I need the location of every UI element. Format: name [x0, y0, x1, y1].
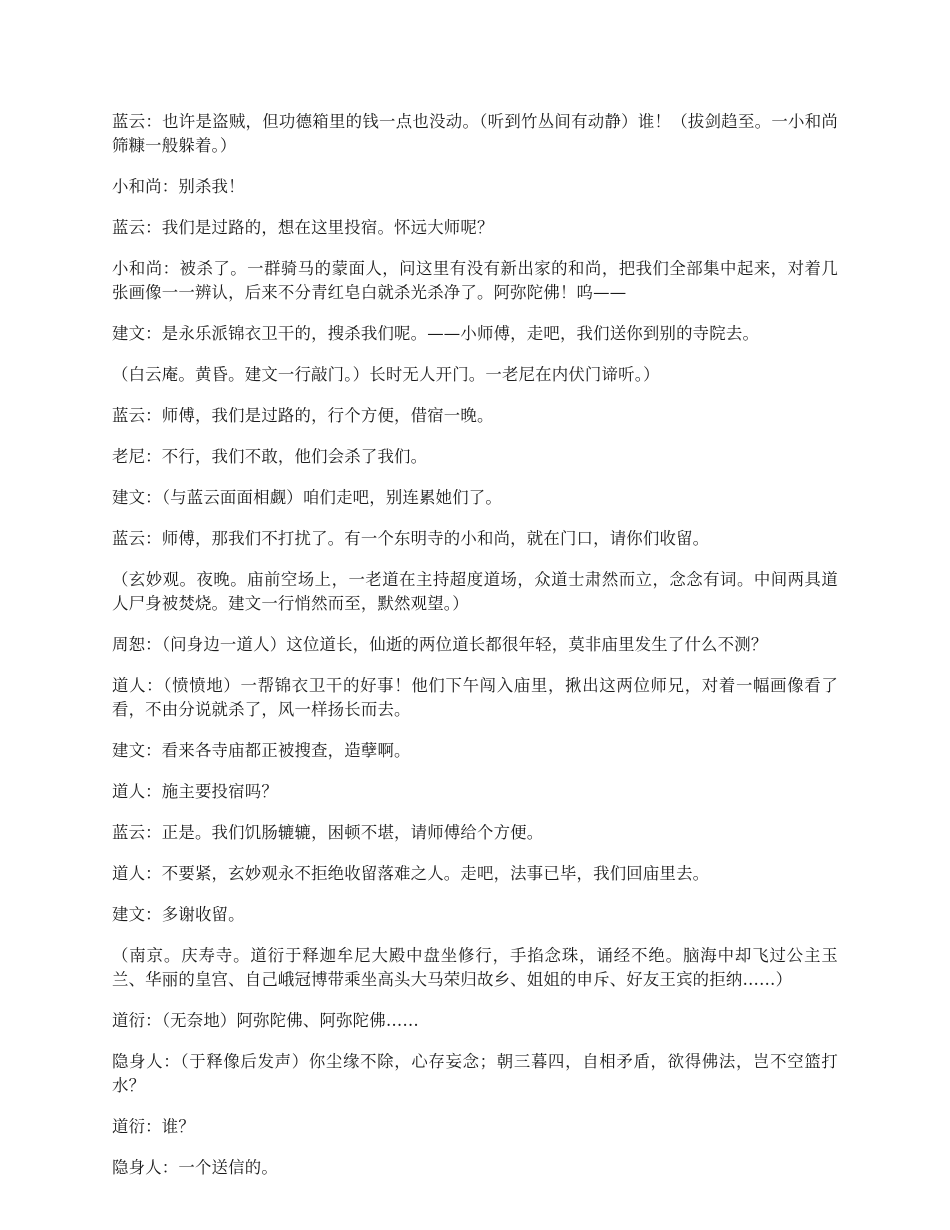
- dialogue-line: 蓝云：我们是过路的，想在这里投宿。怀远大师呢？: [112, 218, 494, 237]
- dialogue-line: 隐身人：（于释像后发声）你尘缘不除，心存妄念；朝三暮四，自相矛盾，欲得佛法，岂不空篮打水？: [112, 1052, 838, 1095]
- dialogue-line: 道人：施主要投宿吗？: [112, 782, 278, 801]
- dialogue-line: 建文：看来各寺庙都正被搜查，造孽啊。: [112, 741, 411, 760]
- stage-direction: （白云庵。黄昏。建文一行敲门。）长时无人开门。一老尼在内伏门谛听。）: [112, 365, 660, 384]
- dialogue-line: 建文：多谢收留。: [112, 905, 245, 924]
- dialogue-line: 小和尚：别杀我！: [112, 177, 245, 196]
- dialogue-line: 隐身人：一个送信的。: [112, 1158, 278, 1177]
- dialogue-line: 道人：（愤愤地）一帮锦衣卫干的好事！他们下午闯入庙里，揪出这两位师兄，对着一幅画像看了看，不由分说就杀了，风一样扬长而去。: [112, 676, 838, 719]
- dialogue-line: 建文：（与蓝云面面相觑）咱们走吧，别连累她们了。: [112, 488, 502, 507]
- dialogue-line: 道衍：（无奈地）阿弥陀佛、阿弥陀佛……: [112, 1011, 420, 1030]
- dialogue-line: 建文：是永乐派锦衣卫干的，搜杀我们呢。——小师傅，走吧，我们送你到别的寺院去。: [112, 324, 760, 343]
- dialogue-line: 蓝云：也许是盗贼，但功德箱里的钱一点也没动。（听到竹丛间有动静）谁！（拔剑趋至。一小和尚筛糠一般躲着。）: [112, 112, 838, 155]
- stage-direction: （南京。庆寿寺。道衍于释迦牟尼大殿中盘坐修行，手掐念珠，诵经不绝。脑海中却飞过公主玉兰、华丽的皇宫、自己峨冠博带乘坐高头大马荣归故乡、姐姐的申斥、好友王宾的拒纳……）: [112, 946, 838, 989]
- dialogue-line: 老尼：不行，我们不敢，他们会杀了我们。: [112, 447, 428, 466]
- dialogue-line: 周恕：（问身边一道人）这位道长，仙逝的两位道长都很年轻，莫非庙里发生了什么不测？: [112, 635, 768, 654]
- dialogue-line: 道人：不要紧，玄妙观永不拒绝收留落难之人。走吧，法事已毕，我们回庙里去。: [112, 864, 710, 883]
- dialogue-line: 蓝云：师傅，我们是过路的，行个方便，借宿一晚。: [112, 406, 494, 425]
- dialogue-line: 蓝云：师傅，那我们不打扰了。有一个东明寺的小和尚，就在门口，请你们收留。: [112, 529, 710, 548]
- dialogue-line: 小和尚：被杀了。一群骑马的蒙面人，问这里有没有新出家的和尚，把我们全部集中起来，对着几张画像一一辨认，后来不分青红皂白就杀光杀净了。阿弥陀佛！呜——: [112, 259, 838, 302]
- dialogue-line: 道衍：谁？: [112, 1117, 195, 1136]
- stage-direction: （玄妙观。夜晚。庙前空场上，一老道在主持超度道场，众道士肃然而立，念念有词。中间两具道人尸身被焚烧。建文一行悄然而至，默然观望。）: [112, 570, 838, 613]
- dialogue-line: 蓝云：正是。我们饥肠辘辘，困顿不堪，请师傅给个方便。: [112, 823, 544, 842]
